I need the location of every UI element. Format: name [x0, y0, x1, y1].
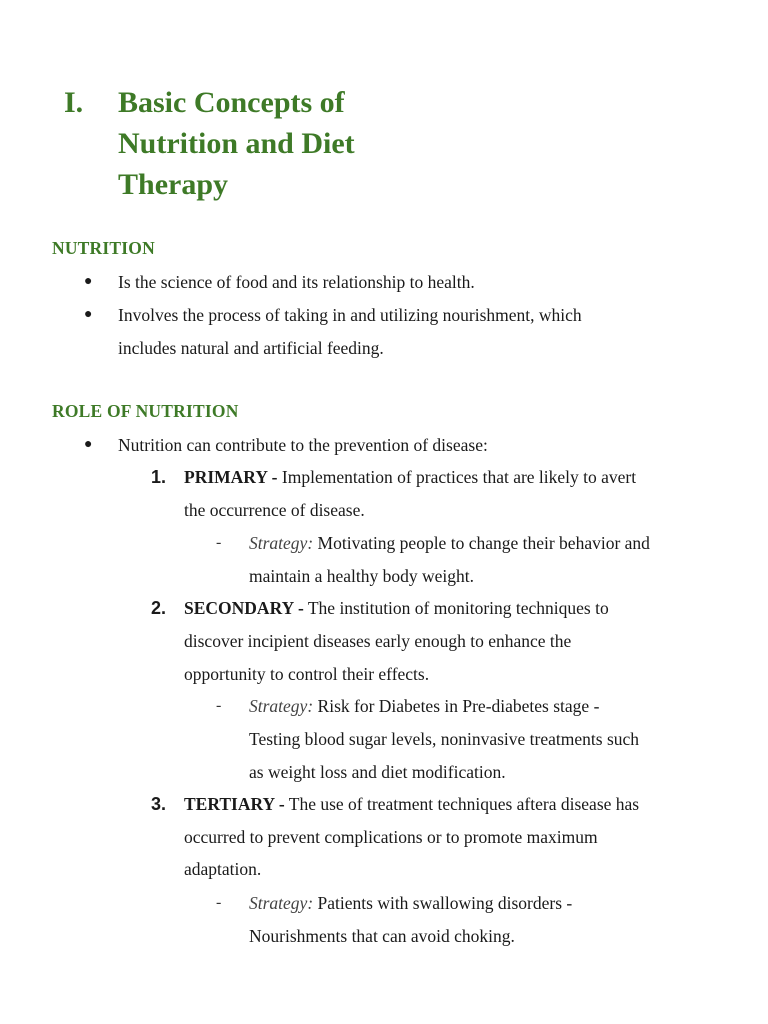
level-name: TERTIARY - [184, 794, 285, 814]
dash-marker: - [216, 534, 222, 551]
role-intro: Nutrition can contribute to the prevention of disease: [118, 435, 488, 455]
secondary-desc-line-3: opportunity to control their effects. [184, 664, 430, 684]
strategy-label: Strategy: [249, 533, 314, 553]
dash-marker: - [216, 894, 222, 911]
secondary-desc-line-1 [184, 596, 609, 620]
level-desc: The institution of monitoring techniques to [303, 598, 609, 618]
strategy-label: Strategy: [249, 893, 314, 913]
strategy-label: Strategy: [249, 696, 314, 716]
tertiary-desc-line-2: occurred to prevent complications or to promote maximum [184, 827, 598, 847]
page-title-line-3: Therapy [118, 168, 229, 201]
dash-marker: - [216, 697, 222, 714]
primary-strategy-line-1 [249, 531, 650, 555]
section-number: I. [64, 86, 84, 119]
primary-desc-line-2: the occurrence of disease. [184, 500, 365, 520]
secondary-strategy-line-3: as weight loss and diet modification. [249, 762, 506, 782]
tertiary-desc-line-1 [184, 792, 639, 816]
nutrition-item-2: Involves the process of taking in and utilizing nourishment, which [118, 305, 582, 325]
strategy-text: Risk for Diabetes in Pre-diabetes stage - [313, 696, 600, 716]
level-number: 3. [151, 794, 167, 814]
nutrition-heading: NUTRITION [52, 238, 155, 258]
secondary-desc-line-2: discover incipient diseases early enough to enhance the [184, 631, 572, 651]
level-desc: Implementation of practices that are likely to avert [277, 467, 637, 487]
level-number: 2. [151, 598, 167, 618]
tertiary-strategy-line-2: Nourishments that can avoid choking. [249, 926, 515, 946]
primary-strategy-line-2: maintain a healthy body weight. [249, 566, 475, 586]
role-heading: ROLE OF NUTRITION [52, 401, 239, 421]
tertiary-strategy-line-1 [249, 891, 572, 915]
level-name: PRIMARY - [184, 467, 278, 487]
page-title-line-2: Nutrition and Diet [118, 127, 355, 160]
secondary-strategy-line-2: Testing blood sugar levels, noninvasive treatments such [249, 729, 640, 749]
bullet-icon: ● [84, 437, 93, 452]
page-title-line-1: Basic Concepts of [118, 86, 345, 119]
strategy-text: Motivating people to change their behavior and [313, 533, 650, 553]
nutrition-item-1: Is the science of food and its relationship to health. [118, 272, 475, 292]
level-desc: The use of treatment techniques aftera disease has [284, 794, 640, 814]
nutrition-item-2-cont: includes natural and artificial feeding. [118, 338, 384, 358]
bullet-icon: ● [84, 274, 93, 289]
bullet-icon: ● [84, 307, 93, 322]
tertiary-desc-line-3: adaptation. [184, 859, 262, 879]
primary-desc-line-1 [184, 465, 636, 489]
secondary-strategy-line-1 [249, 694, 599, 718]
level-number: 1. [151, 467, 167, 487]
level-name: SECONDARY - [184, 598, 304, 618]
strategy-text: Patients with swallowing disorders - [313, 893, 573, 913]
